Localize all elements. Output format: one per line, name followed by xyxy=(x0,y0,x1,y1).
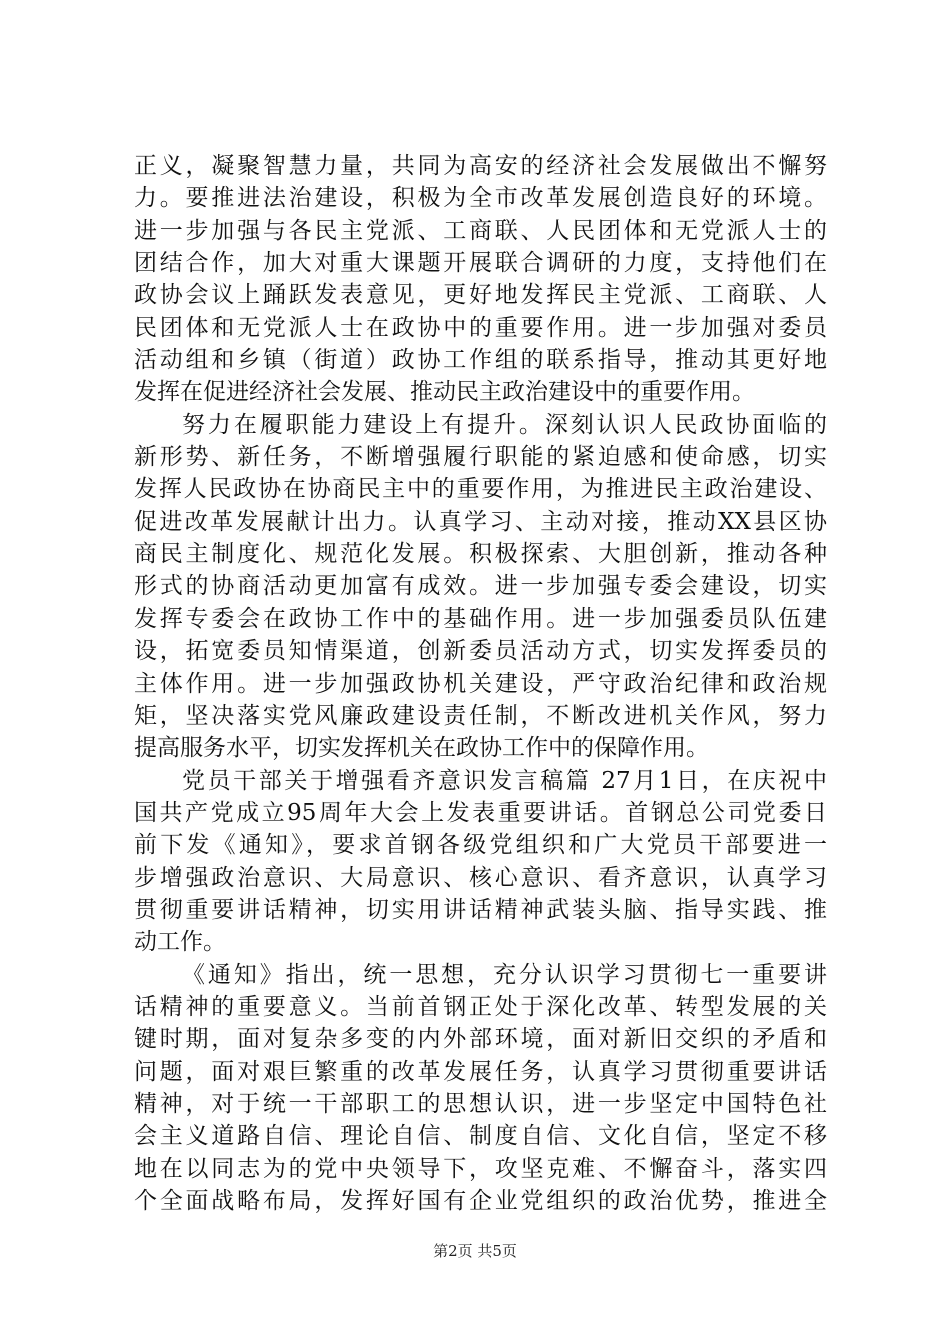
text-line: 提高服务水平，切实发挥机关在政协工作中的保障作用。 xyxy=(134,735,709,762)
text-line: 活动组和乡镇（街道）政协工作组的联系指导，推动其更好地 xyxy=(134,347,827,374)
text-line: 商民主制度化、规范化发展。积极探索、大胆创新，推动各种 xyxy=(134,541,827,568)
text-line: 地在以同志为的党中央领导下，攻坚克难、不懈奋斗，落实四 xyxy=(134,1155,827,1182)
page-number: 第2页 共5页 xyxy=(433,1242,517,1260)
text-line: 键时期，面对复杂多变的内外部环境，面对新旧交织的矛盾和 xyxy=(134,1026,827,1053)
text-line: 形式的协商活动更加富有成效。进一步加强专委会建设，切实 xyxy=(134,573,827,600)
text-line: 力。要推进法治建设，积极为全市改革发展创造良好的环境。 xyxy=(134,185,827,212)
paragraph xyxy=(134,959,827,1218)
text-line: 贯彻重要讲话精神，切实用讲话精神武装头脑、指导实践、推 xyxy=(134,896,827,923)
text-line: 主体作用。进一步加强政协机关建设，严守政治纪律和政治规 xyxy=(134,670,827,697)
text-line: 新形势、新任务，不断增强履行职能的紧迫感和使命感，切实 xyxy=(134,444,827,471)
text-line: 矩，坚决落实党风廉政建设责任制，不断改进机关作风，努力 xyxy=(134,702,827,729)
text-line: 《通知》指出，统一思想，充分认识学习贯彻七一重要讲 xyxy=(182,961,827,988)
text-line: 正义，凝聚智慧力量，共同为高安的经济社会发展做出不懈努 xyxy=(134,153,827,179)
paragraph xyxy=(134,150,827,409)
paragraph xyxy=(134,765,827,959)
text-line: 国共产党成立95周年大会上发表重要讲话。首钢总公司党委日 xyxy=(134,799,827,826)
text-line: 会主义道路自信、理论自信、制度自信、文化自信，坚定不移 xyxy=(134,1123,827,1150)
text-line: 前下发《通知》，要求首钢各级党组织和广大党员干部要进一 xyxy=(134,832,827,859)
text-line: 动工作。 xyxy=(134,929,226,956)
text-line: 进一步加强与各民主党派、工商联、人民团体和无党派人士的 xyxy=(134,217,827,244)
document-body xyxy=(134,150,827,1217)
text-line: 发挥人民政协在协商民主中的重要作用，为推进民主政治建设、 xyxy=(134,476,827,503)
text-line: 话精神的重要意义。当前首钢正处于深化改革、转型发展的关 xyxy=(134,993,827,1020)
text-line: 民团体和无党派人士在政协中的重要作用。进一步加强对委员 xyxy=(134,314,827,341)
text-line: 政协会议上踊跃发表意见，更好地发挥民主党派、工商联、人 xyxy=(134,282,827,309)
text-line: 努力在履职能力建设上有提升。深刻认识人民政协面临的 xyxy=(182,411,827,438)
text-line: 党员干部关于增强看齐意识发言稿篇 27月1日，在庆祝中 xyxy=(182,767,827,794)
text-line: 发挥在促进经济社会发展、推动民主政治建设中的重要作用。 xyxy=(134,379,755,406)
text-line: 个全面战略布局，发挥好国有企业党组织的政治优势，推进全 xyxy=(134,1188,827,1214)
page-footer xyxy=(0,1240,950,1261)
text-line: 发挥专委会在政协工作中的基础作用。进一步加强委员队伍建 xyxy=(134,605,827,632)
paragraph xyxy=(134,409,827,765)
text-line: 团结合作，加大对重大课题开展联合调研的力度，支持他们在 xyxy=(134,250,827,277)
text-line: 问题，面对艰巨繁重的改革发展任务，认真学习贯彻重要讲话 xyxy=(134,1058,827,1085)
text-line: 步增强政治意识、大局意识、核心意识、看齐意识，认真学习 xyxy=(134,864,827,891)
text-line: 设，拓宽委员知情渠道，创新委员活动方式，切实发挥委员的 xyxy=(134,638,827,665)
text-line: 促进改革发展献计出力。认真学习、主动对接，推动XX县区协 xyxy=(134,508,827,535)
text-line: 精神，对于统一干部职工的思想认识，进一步坚定中国特色社 xyxy=(134,1090,827,1117)
